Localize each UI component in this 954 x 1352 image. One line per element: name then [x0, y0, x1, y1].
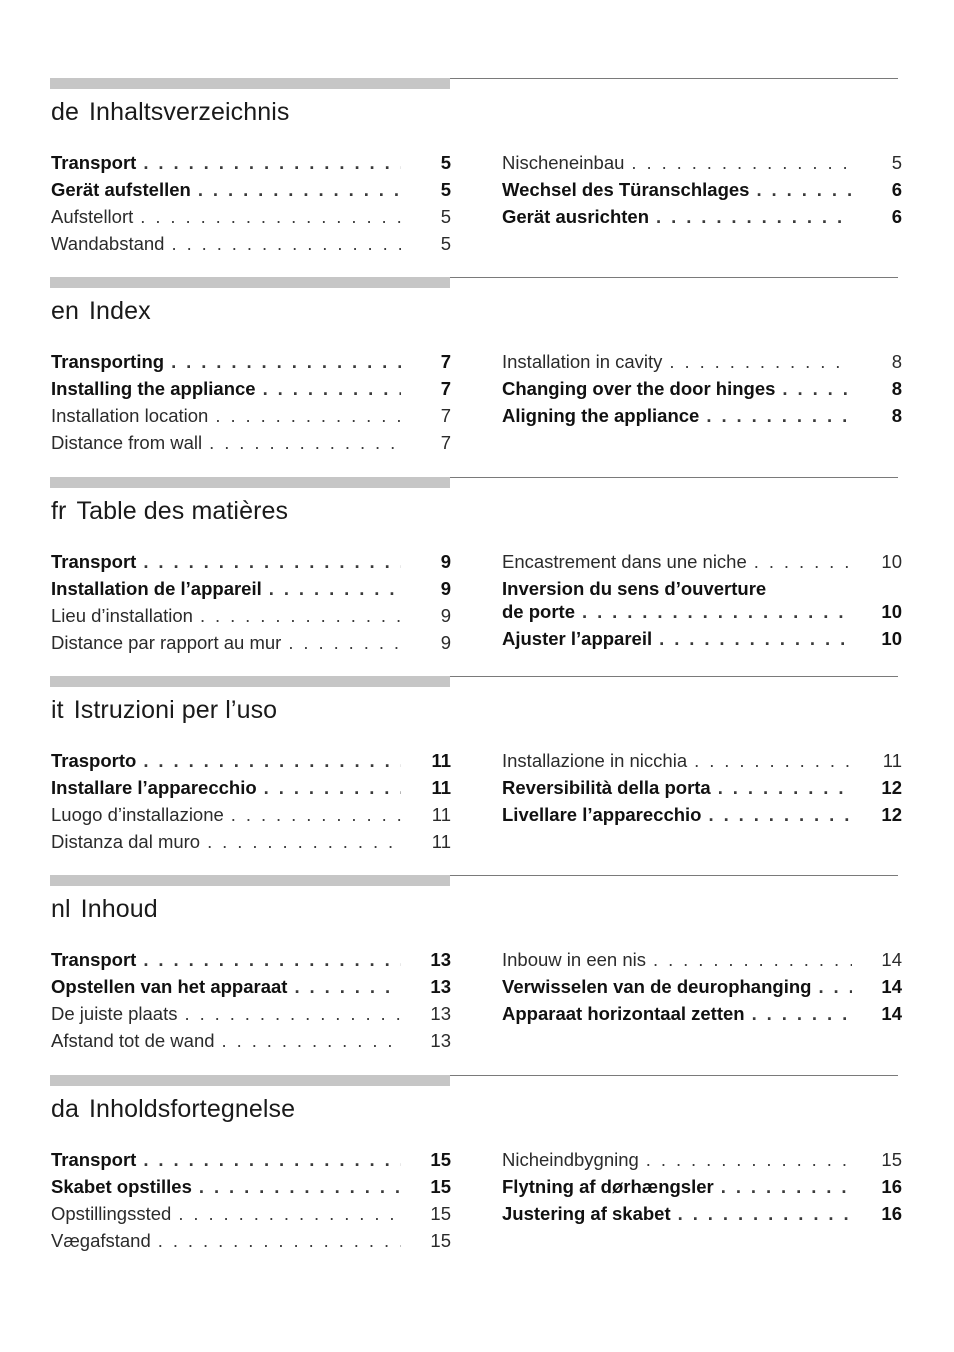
dot-leader [752, 1002, 852, 1025]
toc-entry[interactable] [502, 151, 902, 174]
toc-entry[interactable] [51, 749, 451, 772]
toc-entry-page: 10 [881, 628, 902, 649]
toc-entry-label: Trasporto [51, 750, 137, 771]
toc-entry-label: Flytning af dørhængsler [502, 1176, 714, 1197]
toc-entry[interactable] [502, 1148, 902, 1171]
toc-entry[interactable] [51, 350, 451, 373]
toc-entry-label: Verwisselen van de deurophanging [502, 976, 812, 997]
toc-entry-label: Distance from wall [51, 432, 203, 453]
toc-entry-label: Inbouw in een nis [502, 949, 646, 970]
toc-entry-page: 13 [430, 976, 451, 997]
toc-entry[interactable] [51, 1029, 451, 1052]
dot-leader [708, 803, 852, 826]
toc-entry[interactable] [51, 1202, 451, 1225]
toc-entry-page: 8 [891, 405, 902, 426]
toc-entry[interactable] [502, 377, 902, 400]
toc-entry-page: 5 [440, 152, 451, 173]
toc-entry-label: Lieu d’installation [51, 605, 193, 626]
toc-entry-label: Transport [51, 152, 137, 173]
toc-entry-label: Installare l’apparecchio [51, 777, 257, 798]
toc-entry[interactable] [51, 776, 451, 799]
dot-leader [171, 350, 401, 373]
toc-entry-page: 7 [440, 405, 451, 426]
toc-entry-label: Installation de l’appareil [51, 578, 262, 599]
toc-entry-page: 16 [881, 1203, 902, 1224]
toc-entry-label: Transport [51, 551, 137, 572]
toc-entry-label: Opstellen van het apparaat [51, 976, 288, 997]
toc-entry-label: Installation in cavity [502, 351, 663, 372]
dot-leader [140, 205, 401, 228]
toc-entry-label: De juiste plaats [51, 1003, 178, 1024]
toc-entry-label: Apparaat horizontaal zetten [502, 1003, 745, 1024]
toc-entry[interactable] [51, 631, 451, 654]
toc-entry-label: Nicheindbygning [502, 1149, 639, 1170]
toc-entry-label: Opstillingssted [51, 1203, 172, 1224]
toc-entry-page: 7 [440, 432, 451, 453]
toc-entry-page: 8 [891, 378, 902, 399]
toc-entry-page: 15 [430, 1203, 451, 1224]
section-rule-bar [50, 676, 450, 687]
toc-entry-label: Transporting [51, 351, 165, 372]
toc-entry[interactable] [502, 1002, 902, 1025]
dot-leader [263, 377, 401, 400]
toc-entry-page: 13 [430, 1030, 451, 1051]
toc-entry[interactable] [51, 577, 451, 600]
section-heading [51, 895, 158, 924]
dot-leader [143, 749, 401, 772]
toc-entry-page: 9 [440, 605, 451, 626]
toc-entry-label: Wechsel des Türanschlages [502, 179, 750, 200]
language-code: en [51, 297, 80, 325]
toc-entry-page: 11 [431, 750, 451, 771]
toc-entry-page: 10 [881, 551, 902, 572]
section-heading [51, 98, 290, 127]
toc-entry-label: Transport [51, 949, 137, 970]
dot-leader [288, 631, 401, 654]
dot-leader [222, 1029, 401, 1052]
toc-entry-page: 12 [881, 777, 902, 798]
toc-entry-label: Transport [51, 1149, 137, 1170]
toc-entry-label: Wandabstand [51, 233, 165, 254]
toc-entry[interactable] [51, 550, 451, 573]
toc-entry[interactable] [51, 151, 451, 174]
dot-leader [178, 1202, 401, 1225]
dot-leader [721, 1175, 852, 1198]
toc-entry-page: 12 [881, 804, 902, 825]
dot-leader [264, 776, 401, 799]
toc-entry[interactable] [51, 205, 451, 228]
toc-entry-page: 5 [440, 233, 451, 254]
toc-entry-page: 13 [430, 1003, 451, 1024]
section-rule-bar [50, 277, 450, 288]
toc-entry-page: 9 [440, 578, 451, 599]
toc-entry[interactable] [51, 431, 451, 454]
toc-entry-page: 5 [891, 152, 902, 173]
toc-entry[interactable] [502, 1202, 902, 1225]
toc-entry[interactable] [502, 975, 902, 998]
dot-leader [631, 151, 852, 174]
toc-entry-page: 8 [891, 351, 902, 372]
toc-column-right [502, 151, 902, 232]
dot-leader [198, 178, 401, 201]
toc-entry-page: 11 [431, 777, 451, 798]
language-code: de [51, 98, 80, 126]
toc-entry[interactable] [51, 803, 451, 826]
section-heading [51, 696, 277, 725]
toc-column-left [51, 350, 451, 458]
dot-leader [582, 600, 852, 623]
toc-entry-page: 11 [431, 831, 451, 852]
toc-entry[interactable] [51, 975, 451, 998]
section-rule-bar [50, 78, 450, 89]
dot-leader [143, 948, 401, 971]
dot-leader [756, 178, 852, 201]
toc-entry[interactable] [502, 627, 902, 650]
toc-entry-page: 16 [881, 1176, 902, 1197]
toc-column-left [51, 749, 451, 857]
toc-entry-page: 15 [430, 1230, 451, 1251]
toc-entry-label: de porte [502, 601, 575, 622]
section-title: Inhoud [80, 895, 158, 923]
dot-leader [209, 431, 401, 454]
toc-entry-page: 9 [440, 632, 451, 653]
toc-entry-label: Skabet opstilles [51, 1176, 192, 1197]
dot-leader [694, 749, 852, 772]
toc-column-right [502, 550, 902, 654]
toc-entry-label: Luogo d’installazione [51, 804, 224, 825]
toc-entry-page: 5 [440, 179, 451, 200]
toc-entry-label: Installazione in nicchia [502, 750, 688, 771]
toc-entry-label: Reversibilità della porta [502, 777, 711, 798]
toc-entry-label: Encastrement dans une niche [502, 551, 747, 572]
toc-entry-page: 15 [430, 1176, 451, 1197]
dot-leader [143, 1148, 401, 1171]
toc-entry[interactable] [51, 604, 451, 627]
toc-column-left [51, 550, 451, 658]
toc-entry-page: 11 [431, 804, 451, 825]
dot-leader [782, 377, 852, 400]
dot-leader [294, 975, 401, 998]
toc-entry-label-line1: Inversion du sens d’ouverture [502, 578, 767, 599]
toc-entry[interactable] [51, 1175, 451, 1198]
toc-entry-page: 7 [440, 351, 451, 372]
dot-leader [231, 803, 401, 826]
section-title: Istruzioni per l’uso [73, 696, 278, 724]
dot-leader [646, 1148, 852, 1171]
toc-entry[interactable] [51, 1229, 451, 1252]
language-code: fr [51, 497, 67, 525]
toc-entry[interactable] [502, 550, 902, 573]
dot-leader [269, 577, 401, 600]
toc-entry-page: 7 [440, 378, 451, 399]
toc-entry[interactable] [502, 577, 902, 623]
toc-entry-label: Ajuster l’appareil [502, 628, 653, 649]
toc-entry[interactable] [51, 232, 451, 255]
toc-entry[interactable] [502, 178, 902, 201]
dot-leader [199, 1175, 401, 1198]
toc-entry-page: 14 [881, 949, 902, 970]
section-rule-bar [50, 477, 450, 488]
dot-leader [818, 975, 852, 998]
toc-entry[interactable] [502, 803, 902, 826]
toc-entry[interactable] [502, 1175, 902, 1198]
toc-column-right [502, 749, 902, 830]
toc-column-left [51, 948, 451, 1056]
section-rule-bar [50, 875, 450, 886]
dot-leader [678, 1202, 852, 1225]
toc-entry[interactable] [502, 350, 902, 373]
toc-column-left [51, 151, 451, 259]
toc-entry-label: Gerät aufstellen [51, 179, 191, 200]
toc-column-right [502, 948, 902, 1029]
toc-entry-page: 6 [891, 179, 902, 200]
dot-leader [653, 948, 852, 971]
dot-leader [143, 151, 401, 174]
toc-entry[interactable] [502, 776, 902, 799]
dot-leader [215, 404, 401, 427]
toc-entry-label: Vægafstand [51, 1230, 151, 1251]
toc-entry-label: Aufstellort [51, 206, 134, 227]
section-title: Inholdsfortegnelse [89, 1095, 296, 1123]
toc-entry-page: 14 [881, 1003, 902, 1024]
dot-leader [158, 1229, 401, 1252]
toc-entry-label: Aligning the appliance [502, 405, 700, 426]
toc-entry[interactable] [502, 205, 902, 228]
toc-entry[interactable] [502, 948, 902, 971]
section-heading [51, 297, 151, 326]
toc-entry[interactable] [502, 749, 902, 772]
toc-entry[interactable] [51, 404, 451, 427]
toc-entry[interactable] [51, 178, 451, 201]
toc-entry[interactable] [51, 377, 451, 400]
toc-entry-label: Changing over the door hinges [502, 378, 776, 399]
toc-column-right [502, 1148, 902, 1229]
section-heading [51, 1095, 295, 1124]
toc-entry-page: 10 [881, 601, 902, 622]
language-code: it [51, 696, 64, 724]
toc-entry-label: Afstand tot de wand [51, 1030, 215, 1051]
toc-column-right [502, 350, 902, 431]
toc-entry[interactable] [51, 948, 451, 971]
section-heading [51, 497, 288, 526]
dot-leader [656, 205, 852, 228]
language-code: da [51, 1095, 80, 1123]
dot-leader [669, 350, 852, 373]
toc-entry-page: 15 [881, 1149, 902, 1170]
toc-entry-label: Livellare l’apparecchio [502, 804, 702, 825]
toc-column-left [51, 1148, 451, 1256]
toc-entry-page: 5 [440, 206, 451, 227]
dot-leader [184, 1002, 401, 1025]
dot-leader [718, 776, 852, 799]
toc-entry-label: Installing the appliance [51, 378, 256, 399]
section-rule-bar [50, 1075, 450, 1086]
section-title: Inhaltsverzeichnis [89, 98, 290, 126]
section-title: Index [89, 297, 151, 325]
dot-leader [706, 404, 852, 427]
dot-leader [659, 627, 852, 650]
dot-leader [754, 550, 852, 573]
toc-entry-page: 13 [430, 949, 451, 970]
section-title: Table des matières [76, 497, 289, 525]
toc-entry-page: 15 [430, 1149, 451, 1170]
dot-leader [207, 830, 401, 853]
dot-leader [143, 550, 401, 573]
toc-entry[interactable] [51, 1002, 451, 1025]
toc-entry-page: 11 [882, 750, 902, 771]
dot-leader [171, 232, 401, 255]
toc-entry-label: Distanza dal muro [51, 831, 201, 852]
toc-entry[interactable] [51, 1148, 451, 1171]
toc-entry-label: Distance par rapport au mur [51, 632, 282, 653]
toc-entry-label: Gerät ausrichten [502, 206, 650, 227]
toc-entry-page: 9 [440, 551, 451, 572]
toc-entry-page: 14 [881, 976, 902, 997]
toc-entry-label: Nischeneinbau [502, 152, 625, 173]
toc-entry-label: Justering af skabet [502, 1203, 671, 1224]
toc-entry[interactable] [51, 830, 451, 853]
language-code: nl [51, 895, 71, 923]
dot-leader [200, 604, 401, 627]
toc-entry-page: 6 [891, 206, 902, 227]
toc-entry[interactable] [502, 404, 902, 427]
toc-entry-label: Installation location [51, 405, 209, 426]
